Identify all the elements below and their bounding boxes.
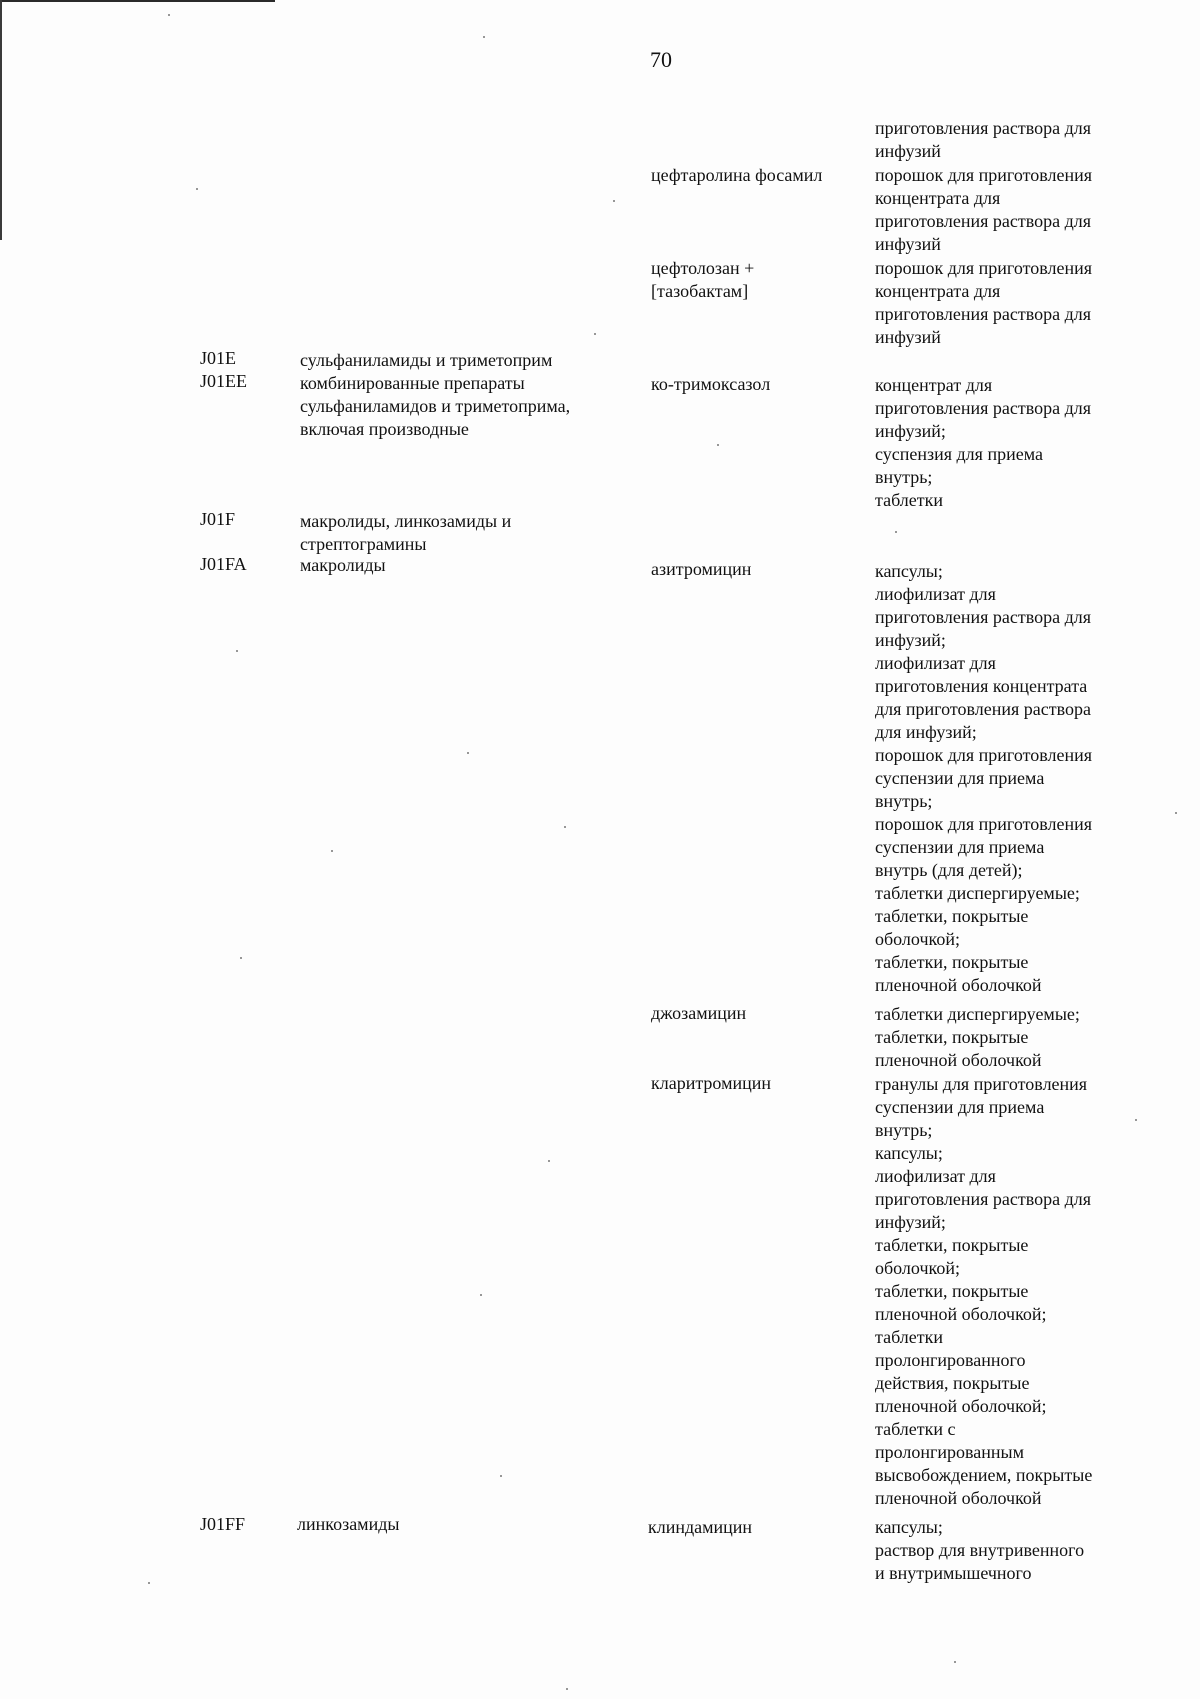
dosage-form-line: порошок для приготовления: [875, 165, 1093, 185]
scan-speck: [240, 957, 242, 959]
scan-speck: [483, 36, 485, 38]
dosage-form-line: капсулы;: [875, 1143, 943, 1163]
scan-edge-left: [0, 0, 2, 240]
page-number: 70: [650, 47, 672, 72]
dosage-form-line: пленочной оболочкой: [875, 975, 1042, 995]
dosage-form-line: для инфузий;: [875, 722, 977, 742]
scan-speck: [500, 1475, 502, 1477]
drug-name: цефтолозан + [тазобактам]: [651, 258, 755, 301]
scan-speck: [566, 1688, 568, 1690]
dosage-form-line: внутрь;: [875, 467, 933, 487]
dosage-form-line: лиофилизат для: [875, 584, 996, 604]
scan-speck: [717, 444, 719, 446]
dosage-form-line: порошок для приготовления: [875, 745, 1093, 765]
dosage-form-line: приготовления раствора для: [875, 398, 1091, 418]
dosage-form-line: пролонгированным: [875, 1442, 1025, 1462]
scan-speck: [236, 650, 238, 652]
dosage-form-line: внутрь (для детей);: [875, 860, 1023, 880]
dosage-forms: [875, 1003, 1080, 1072]
dosage-form-line: инфузий;: [875, 1212, 946, 1232]
dosage-form-line: приготовления раствора для: [875, 607, 1091, 627]
scan-speck: [613, 200, 615, 202]
dosage-form-line: приготовления раствора для: [875, 1189, 1091, 1209]
dosage-form-line: лиофилизат для: [875, 653, 996, 673]
atc-code: J01F: [200, 509, 236, 529]
dosage-form-line: таблетки, покрытые: [875, 952, 1029, 972]
dosage-form-line: инфузий;: [875, 421, 946, 441]
dosage-form-line: таблетки с: [875, 1419, 956, 1439]
drug-name: цефтаролина фосамил: [651, 165, 823, 185]
dosage-form-line: пленочной оболочкой: [875, 1488, 1042, 1508]
dosage-form-line: таблетки диспергируемые;: [875, 1004, 1080, 1024]
dosage-forms: [875, 374, 1091, 512]
dosage-form-line: пленочной оболочкой: [875, 1050, 1042, 1070]
dosage-forms: [875, 560, 1092, 997]
dosage-forms: [875, 164, 1092, 256]
dosage-form-line: внутрь;: [875, 791, 933, 811]
dosage-form-line: таблетки: [875, 490, 944, 510]
dosage-form-line: гранулы для приготовления: [875, 1074, 1088, 1094]
dosage-form-line: концентрата для: [875, 281, 1001, 301]
dosage-forms: [875, 1073, 1092, 1510]
dosage-forms: [875, 1516, 1084, 1585]
scan-speck: [895, 531, 897, 533]
dosage-form-line: порошок для приготовления: [875, 814, 1093, 834]
atc-group-name: линкозамиды: [297, 1514, 400, 1534]
dosage-forms: [875, 117, 1091, 163]
drug-name: ко-тримоксазол: [651, 374, 771, 394]
scan-speck: [148, 1582, 150, 1584]
dosage-form-line: лиофилизат для: [875, 1166, 996, 1186]
dosage-form-line: инфузий: [875, 141, 941, 161]
scan-speck: [467, 752, 469, 754]
drug-name: клиндамицин: [648, 1517, 753, 1537]
scan-speck: [168, 14, 170, 16]
dosage-form-line: высвобождением, покрытые: [875, 1465, 1093, 1485]
dosage-form-line: пролонгированного: [875, 1350, 1026, 1370]
dosage-form-line: порошок для приготовления: [875, 258, 1093, 278]
dosage-form-line: инфузий;: [875, 630, 946, 650]
atc-group-name: комбинированные препараты сульфаниламидов и триметоприма, включая производные: [300, 373, 571, 439]
dosage-form-line: капсулы;: [875, 561, 943, 581]
dosage-form-line: пленочной оболочкой;: [875, 1304, 1047, 1324]
drug-name: джозамицин: [651, 1003, 747, 1023]
dosage-form-line: оболочкой;: [875, 1258, 960, 1278]
dosage-form-line: действия, покрытые: [875, 1373, 1030, 1393]
scan-speck: [954, 1661, 956, 1663]
dosage-form-line: таблетки диспергируемые;: [875, 883, 1080, 903]
atc-code: J01FF: [200, 1514, 246, 1534]
dosage-form-line: суспензии для приема: [875, 768, 1045, 788]
dosage-form-line: для приготовления раствора: [875, 699, 1091, 719]
dosage-form-line: внутрь;: [875, 1120, 933, 1140]
atc-group-name: сульфаниламиды и триметоприм: [300, 350, 553, 370]
dosage-form-line: суспензия для приема: [875, 444, 1043, 464]
dosage-form-line: раствор для внутривенного: [875, 1540, 1085, 1560]
scan-speck: [1175, 812, 1177, 814]
dosage-form-line: суспензии для приема: [875, 837, 1045, 857]
atc-code: J01EE: [200, 371, 247, 391]
dosage-form-line: таблетки, покрытые: [875, 1235, 1029, 1255]
scan-edge-top: [0, 0, 275, 2]
drug-name: азитромицин: [651, 559, 752, 579]
scan-speck: [564, 826, 566, 828]
dosage-form-line: таблетки, покрытые: [875, 1027, 1029, 1047]
scan-speck: [480, 1294, 482, 1296]
dosage-form-line: приготовления раствора для: [875, 211, 1091, 231]
dosage-form-line: инфузий: [875, 327, 941, 347]
dosage-form-line: суспензии для приема: [875, 1097, 1045, 1117]
dosage-forms: [875, 257, 1092, 349]
atc-group-name: макролиды, линкозамиды и стрептограмины: [300, 511, 512, 554]
dosage-form-line: капсулы;: [875, 1517, 943, 1537]
scan-speck: [1135, 1119, 1137, 1121]
dosage-form-line: концентрат для: [875, 375, 993, 395]
atc-group-name: макролиды: [300, 555, 386, 575]
scan-speck: [594, 333, 596, 335]
scan-speck: [331, 850, 333, 852]
atc-code: J01E: [200, 348, 236, 368]
atc-code: J01FA: [200, 554, 247, 574]
dosage-form-line: концентрата для: [875, 188, 1001, 208]
dosage-form-line: пленочной оболочкой;: [875, 1396, 1047, 1416]
dosage-form-line: оболочкой;: [875, 929, 960, 949]
dosage-form-line: таблетки, покрытые: [875, 1281, 1029, 1301]
drug-name: кларитромицин: [651, 1073, 772, 1093]
dosage-form-line: приготовления концентрата: [875, 676, 1088, 696]
scan-speck: [548, 1160, 550, 1162]
dosage-form-line: и внутримышечного: [875, 1563, 1032, 1583]
dosage-form-line: приготовления раствора для: [875, 118, 1091, 138]
dosage-form-line: таблетки, покрытые: [875, 906, 1029, 926]
scan-speck: [196, 188, 198, 190]
dosage-form-line: таблетки: [875, 1327, 944, 1347]
dosage-form-line: инфузий: [875, 234, 941, 254]
dosage-form-line: приготовления раствора для: [875, 304, 1091, 324]
